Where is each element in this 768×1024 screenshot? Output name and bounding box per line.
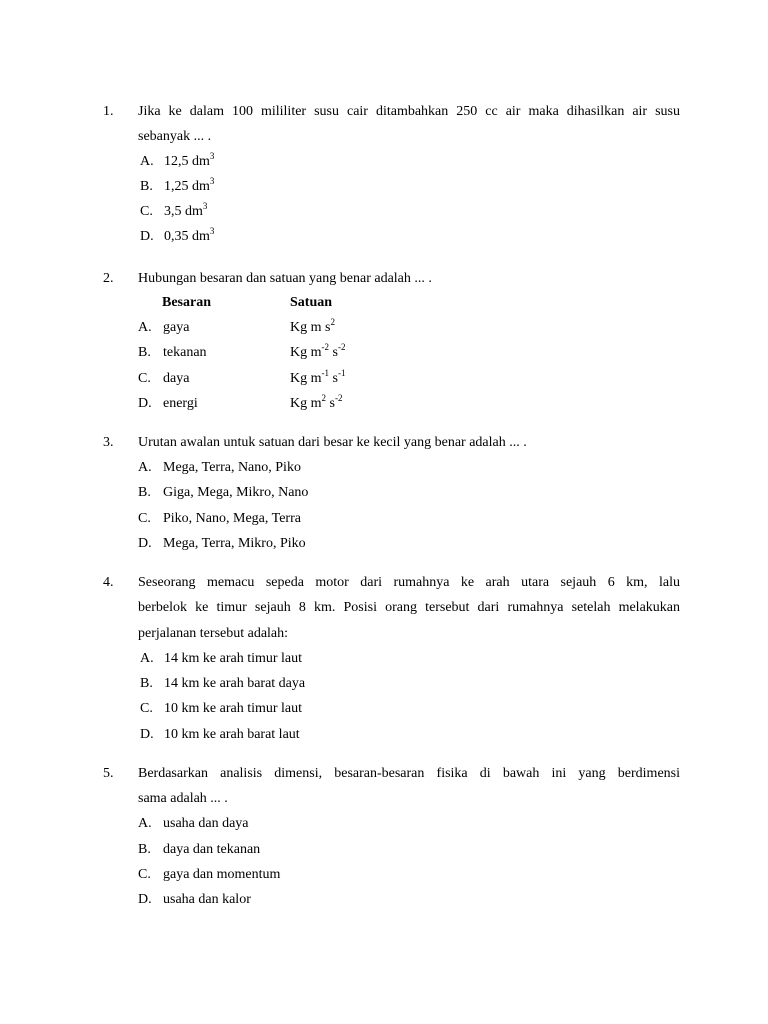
option-letter: C. [138, 371, 151, 386]
option-superscript: 3 [209, 176, 215, 186]
option-text: gaya dan momentum [163, 867, 281, 882]
option-letter: D. [138, 536, 152, 551]
option-a [138, 816, 249, 832]
unit-base: Kg m s [290, 320, 331, 335]
option-a [140, 651, 302, 667]
option-text: Giga, Mega, Mikro, Nano [163, 485, 309, 500]
option-letter: C. [140, 204, 153, 219]
option-text: 12,5 dm [164, 154, 210, 169]
option-c [138, 371, 189, 387]
option-letter: D. [138, 396, 152, 411]
unit-base: Kg m [290, 396, 322, 411]
unit-base: Kg m [290, 371, 322, 386]
column-header-satuan: Satuan [290, 295, 333, 310]
question-stem: Berdasarkan analisis dimensi, besaran-besaran fisika di bawah ini yang berdimensi [138, 766, 680, 781]
question-stem: sebanyak ... . [138, 129, 212, 144]
option-letter: B. [138, 842, 151, 857]
option-b [138, 842, 260, 858]
option-letter: A. [140, 651, 154, 666]
option-letter: D. [140, 727, 154, 742]
question-stem: berbelok ke timur sejauh 8 km. Posisi orang tersebut dari rumahnya setelah melakukan [138, 600, 680, 615]
option-letter: C. [138, 867, 151, 882]
option-text: 3,5 dm [164, 204, 203, 219]
option-letter: B. [138, 485, 151, 500]
option-letter: A. [138, 320, 152, 335]
option-text: Mega, Terra, Nano, Piko [163, 460, 301, 475]
question-number: 3. [103, 435, 114, 450]
option-text: usaha dan daya [163, 816, 249, 831]
option-letter: B. [140, 179, 153, 194]
option-a-unit [290, 317, 335, 336]
option-text: 1,25 dm [164, 179, 210, 194]
option-superscript: 3 [202, 201, 208, 211]
option-b [140, 676, 305, 692]
option-text: Mega, Terra, Mikro, Piko [163, 536, 306, 551]
unit-exponent: -2 [337, 342, 346, 352]
option-letter: B. [140, 676, 153, 691]
option-text: daya [163, 371, 190, 386]
option-b [138, 345, 207, 361]
option-d [138, 536, 306, 552]
option-text: 0,35 dm [164, 229, 210, 244]
option-superscript: 3 [209, 151, 215, 161]
option-text: Piko, Nano, Mega, Terra [163, 511, 301, 526]
unit-exponent: 2 [330, 317, 335, 327]
option-text: 10 km ke arah timur laut [164, 701, 303, 716]
option-c [138, 867, 280, 883]
option-letter: C. [138, 511, 151, 526]
option-letter: B. [138, 345, 151, 360]
option-c [140, 701, 302, 717]
option-b-unit [290, 342, 346, 361]
option-b [138, 485, 308, 501]
option-d [140, 226, 215, 245]
option-letter: D. [140, 229, 154, 244]
option-text: gaya [163, 320, 190, 335]
option-text: daya dan tekanan [163, 842, 261, 857]
unit-base: Kg m [290, 345, 322, 360]
column-header-besaran: Besaran [162, 295, 211, 310]
option-letter: A. [138, 816, 152, 831]
question-stem: sama adalah ... . [138, 791, 228, 806]
option-letter: A. [138, 460, 152, 475]
option-text: 14 km ke arah timur laut [164, 651, 303, 666]
option-text: energi [163, 396, 198, 411]
question-stem: Jika ke dalam 100 mililiter susu cair ditambahkan 250 cc air maka dihasilkan air susu [138, 104, 680, 119]
option-c [140, 201, 208, 220]
option-letter: A. [140, 154, 154, 169]
option-a [138, 320, 189, 336]
unit-mid: s [326, 396, 335, 411]
option-text: 14 km ke arah barat daya [164, 676, 306, 691]
question-number: 5. [103, 766, 114, 781]
question-stem: Urutan awalan untuk satuan dari besar ke kecil yang benar adalah ... . [138, 435, 527, 450]
question-stem: Hubungan besaran dan satuan yang benar adalah ... . [138, 271, 432, 286]
unit-exponent: -2 [321, 342, 329, 352]
unit-mid: s [329, 345, 338, 360]
option-letter: D. [138, 892, 152, 907]
option-text: 10 km ke arah barat laut [164, 727, 300, 742]
option-d [140, 727, 300, 743]
option-superscript: 3 [209, 226, 215, 236]
option-c [138, 511, 301, 527]
option-d-unit [290, 393, 343, 412]
unit-exponent: -1 [321, 368, 329, 378]
unit-exponent: -2 [334, 393, 343, 403]
unit-exponent: -1 [337, 368, 346, 378]
option-b [140, 176, 215, 195]
question-stem: Seseorang memacu sepeda motor dari rumahnya ke arah utara sejauh 6 km, lalu [138, 575, 680, 590]
question-number: 1. [103, 104, 114, 119]
option-d [138, 396, 198, 412]
option-letter: C. [140, 701, 153, 716]
option-a [140, 151, 215, 170]
option-c-unit [290, 368, 346, 387]
option-text: usaha dan kalor [163, 892, 251, 907]
option-d [138, 892, 251, 908]
question-stem: perjalanan tersebut adalah: [138, 626, 289, 641]
question-number: 4. [103, 575, 114, 590]
unit-exponent: 2 [321, 393, 326, 403]
unit-mid: s [329, 371, 338, 386]
question-number: 2. [103, 271, 114, 286]
option-a [138, 460, 301, 476]
option-text: tekanan [163, 345, 207, 360]
